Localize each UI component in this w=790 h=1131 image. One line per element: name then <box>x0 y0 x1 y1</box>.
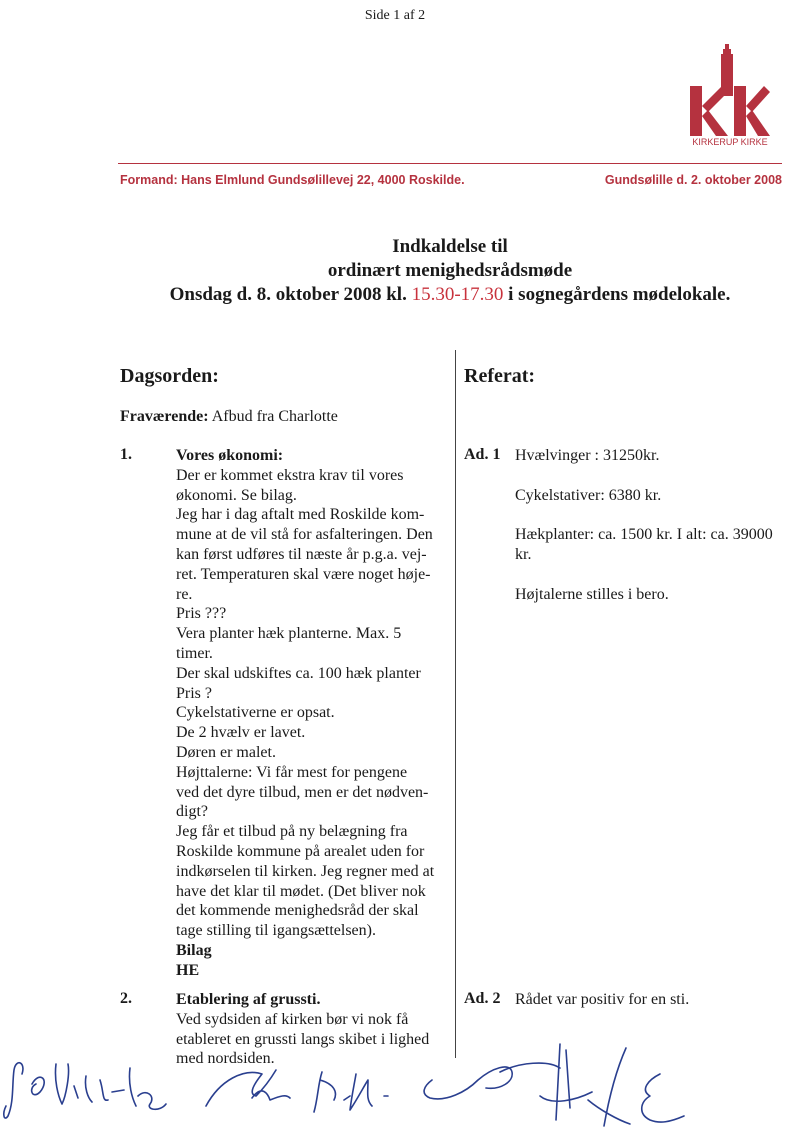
absent-line <box>120 407 338 427</box>
meeting-location: i sognegårdens mødelokale. <box>508 284 731 305</box>
signature-stroke <box>642 1074 684 1122</box>
minutes-item-1 <box>515 446 785 604</box>
absent-label: Fraværende: <box>120 408 209 425</box>
minutes-label-1: Ad. 1 <box>464 446 501 463</box>
minutes-line: Højtalerne stilles i bero. <box>515 585 669 603</box>
item-line: Pris ? <box>176 684 212 702</box>
meeting-date: Onsdag d. 8. oktober 2008 kl. <box>169 284 407 305</box>
item-title: Vores økonomi: <box>176 447 284 464</box>
spacer <box>515 466 785 486</box>
item-number: 1. <box>120 446 132 463</box>
minutes-item-2 <box>515 990 785 1010</box>
item-line: ved det dyre tilbud, men er det nødven- <box>176 783 429 801</box>
item-line: Der er kommet ekstra krav til vores <box>176 466 404 484</box>
minutes-line: Rådet var positiv for en sti. <box>515 991 690 1008</box>
header-divider <box>118 163 782 164</box>
item-line: ret. Temperaturen skal være noget høje- <box>176 565 431 583</box>
column-divider <box>455 350 456 1058</box>
item-line: Vera planter hæk planterne. Max. 5 <box>176 625 402 643</box>
item-line: Døren er malet. <box>176 743 276 761</box>
title-line-3 <box>118 283 782 307</box>
absent-value: Afbud fra Charlotte <box>211 408 338 425</box>
item-line: Cykelstativerne er opsat. <box>176 704 335 722</box>
item-line: Jeg har i dag aftalt med Roskilde kom- <box>176 506 425 524</box>
item-line: re. <box>176 585 193 603</box>
initials-label: HE <box>176 961 200 979</box>
item-line: med nordsiden. <box>176 1050 275 1068</box>
item-line: det kommende menighedsråd der skal <box>176 902 419 920</box>
item-line: tage stilling til igangsættelsen). <box>176 922 376 940</box>
page-number: Side 1 af 2 <box>364 8 426 23</box>
item-line: digt? <box>176 803 208 821</box>
minutes-line: Hækplanter: ca. 1500 kr. I alt: ca. 39000 <box>515 526 773 544</box>
church-logo-icon <box>688 44 772 136</box>
signatures-image <box>0 1040 790 1131</box>
church-logo <box>688 44 772 156</box>
attachment-label: Bilag <box>176 941 212 959</box>
signature-stroke <box>55 1064 166 1109</box>
item-title: Etablering af grussti. <box>176 991 321 1008</box>
letter-date: Gundsølille d. 2. oktober 2008 <box>604 173 782 187</box>
agenda-heading: Dagsorden: <box>120 365 219 387</box>
item-line: mune at de vil stå for asfalteringen. Den <box>176 526 433 544</box>
minutes-line: Hvælvinger : 31250kr. <box>515 447 660 464</box>
item-line: Højttalerne: Vi får mest for pengene <box>176 763 408 781</box>
signature-stroke <box>206 1070 290 1106</box>
item-line: Jeg får et tilbud på ny belægning fra <box>176 823 408 841</box>
logo-label: KIRKERUP KIRKE <box>692 137 768 147</box>
signature-stroke <box>314 1072 388 1112</box>
item-line: kan først udføres til næste år p.g.a. vej- <box>176 545 427 563</box>
signature-stroke <box>4 1063 23 1118</box>
spacer <box>515 505 785 525</box>
spacer <box>515 565 785 585</box>
signature-stroke <box>424 1044 592 1120</box>
item-line: etableret en grussti langs skibet i lighed <box>176 1030 430 1048</box>
title-line-1: Indkaldelse til <box>392 236 508 257</box>
signature-stroke <box>32 1077 45 1095</box>
item-line: indkørselen til kirken. Jeg regner med at <box>176 862 435 880</box>
item-line: timer. <box>176 644 213 662</box>
item-line: De 2 hvælv er lavet. <box>176 724 306 742</box>
item-line: Ved sydsiden af kirken bør vi nok få <box>176 1010 409 1028</box>
chairman-address: Formand: Hans Elmlund Gundsølillevej 22, 4000 Roskilde. <box>120 173 465 187</box>
item-line: Pris ??? <box>176 605 227 623</box>
item-line: økonomi. Se bilag. <box>176 486 297 504</box>
item-line: Der skal udskiftes ca. 100 hæk planter <box>176 664 421 682</box>
agenda-item-1 <box>176 446 451 981</box>
item-line: have det klar til mødet. (Det bliver nok <box>176 882 426 900</box>
item-line: Roskilde kommune på arealet uden for <box>176 842 425 860</box>
minutes-heading: Referat: <box>464 365 536 387</box>
title-line-2: ordinært menighedsrådsmøde <box>327 260 573 281</box>
minutes-label-2: Ad. 2 <box>464 990 501 1007</box>
minutes-line: Cykelstativer: 6380 kr. <box>515 486 662 504</box>
item-number: 2. <box>120 990 132 1007</box>
minutes-line: kr. <box>515 545 532 563</box>
signature-stroke <box>588 1048 630 1126</box>
meeting-time: 15.30-17.30 <box>411 284 504 305</box>
